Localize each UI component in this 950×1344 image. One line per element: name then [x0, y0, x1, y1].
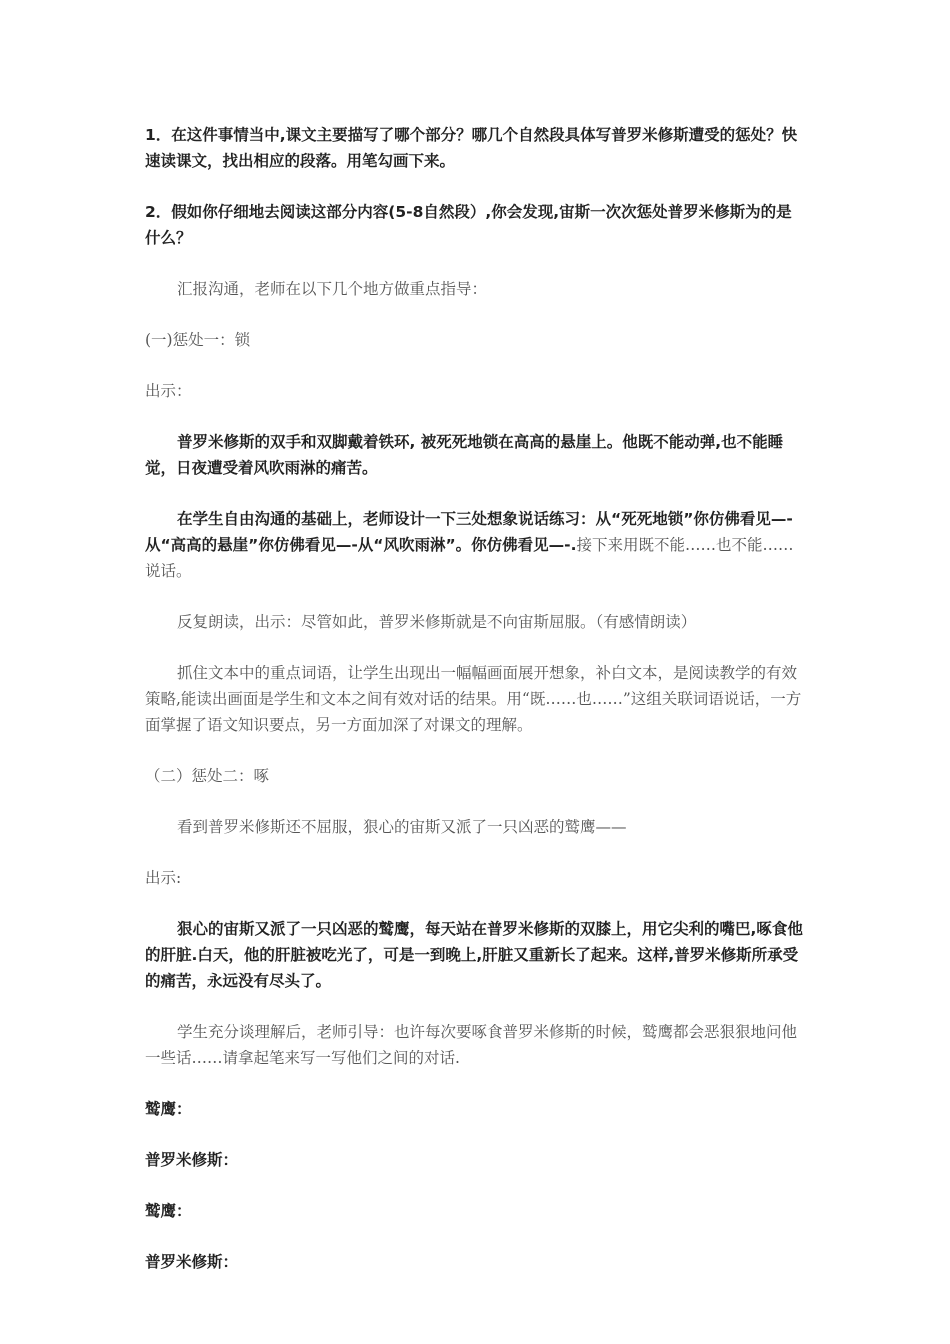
strategy-paragraph: 抓住文本中的重点词语，让学生出现出一幅幅画面展开想象，补白文本，是阅读教学的有效策略,能读出画面是学生和文本之间有效对话的结果。用“既……也……”这组关联词语说话，一方面掌握了语文知识要点，另一方面加深了对课文的理解。: [145, 664, 802, 734]
reread-paragraph: 反复朗读，出示：尽管如此，普罗米修斯就是不向宙斯屈服。（有感情朗读）: [177, 613, 697, 631]
section-2-title: （二）惩处二：啄: [145, 767, 270, 785]
dialog-line: 普罗米修斯：: [145, 1253, 239, 1271]
practice-rest-text: 接下来用既不能……也不能……说话。: [145, 536, 794, 580]
question-1: 1．在这件事情当中,课文主要描写了哪个部分？哪几个自然段具体写普罗米修斯遭受的惩处？快速读课文，找出相应的段落。用笔勾画下来。: [145, 126, 798, 170]
dialog-line: 普罗米修斯：: [145, 1151, 239, 1169]
dialog-line: 鹫鹰：: [145, 1202, 192, 1220]
report-paragraph: 汇报沟通，老师在以下几个地方做重点指导：: [177, 280, 488, 298]
section-1-title: (一)惩处一：锁: [145, 331, 251, 349]
guide-paragraph: 学生充分谈理解后，老师引导：也许每次要啄食普罗米修斯的时候，鹫鹰都会恶狠狠地问他一些话……请拿起笔来写一写他们之间的对话.: [145, 1023, 798, 1067]
show-label-1: 出示：: [145, 382, 192, 400]
practice-paragraph: [145, 506, 805, 584]
quote-2: 狠心的宙斯又派了一只凶恶的鹫鹰，每天站在普罗米修斯的双膝上，用它尖利的嘴巴,啄食他的肝脏.白天，他的肝脏被吃光了，可是一到晚上,肝脏又重新长了起来。这样,普罗米修斯所承受的痛苦，永远没有尽头了。: [145, 920, 803, 990]
quote-1: 普罗米修斯的双手和双脚戴着铁环, 被死死地锁在高高的悬崖上。他既不能动弹,也不能睡觉，日夜遭受着风吹雨淋的痛苦。: [145, 433, 784, 477]
dialog-line: 鹫鹰：: [145, 1100, 192, 1118]
practice-bold-text: 在学生自由沟通的基础上，老师设计一下三处想象说话练习：从“死死地锁”你仿佛看见—-从“高高的悬崖”你仿佛看见—-从“风吹雨淋”。你仿佛看见—-.: [145, 510, 793, 554]
question-2: 2．假如你仔细地去阅读这部分内容(5-8自然段）,你会发现,宙斯一次次惩处普罗米修斯为的是什么？: [145, 203, 792, 247]
document-body: [145, 122, 805, 1275]
show-label-2: 出示:: [145, 869, 182, 887]
intro-2-paragraph: 看到普罗米修斯还不屈服，狠心的宙斯又派了一只凶恶的鹫鹰——: [177, 818, 627, 836]
